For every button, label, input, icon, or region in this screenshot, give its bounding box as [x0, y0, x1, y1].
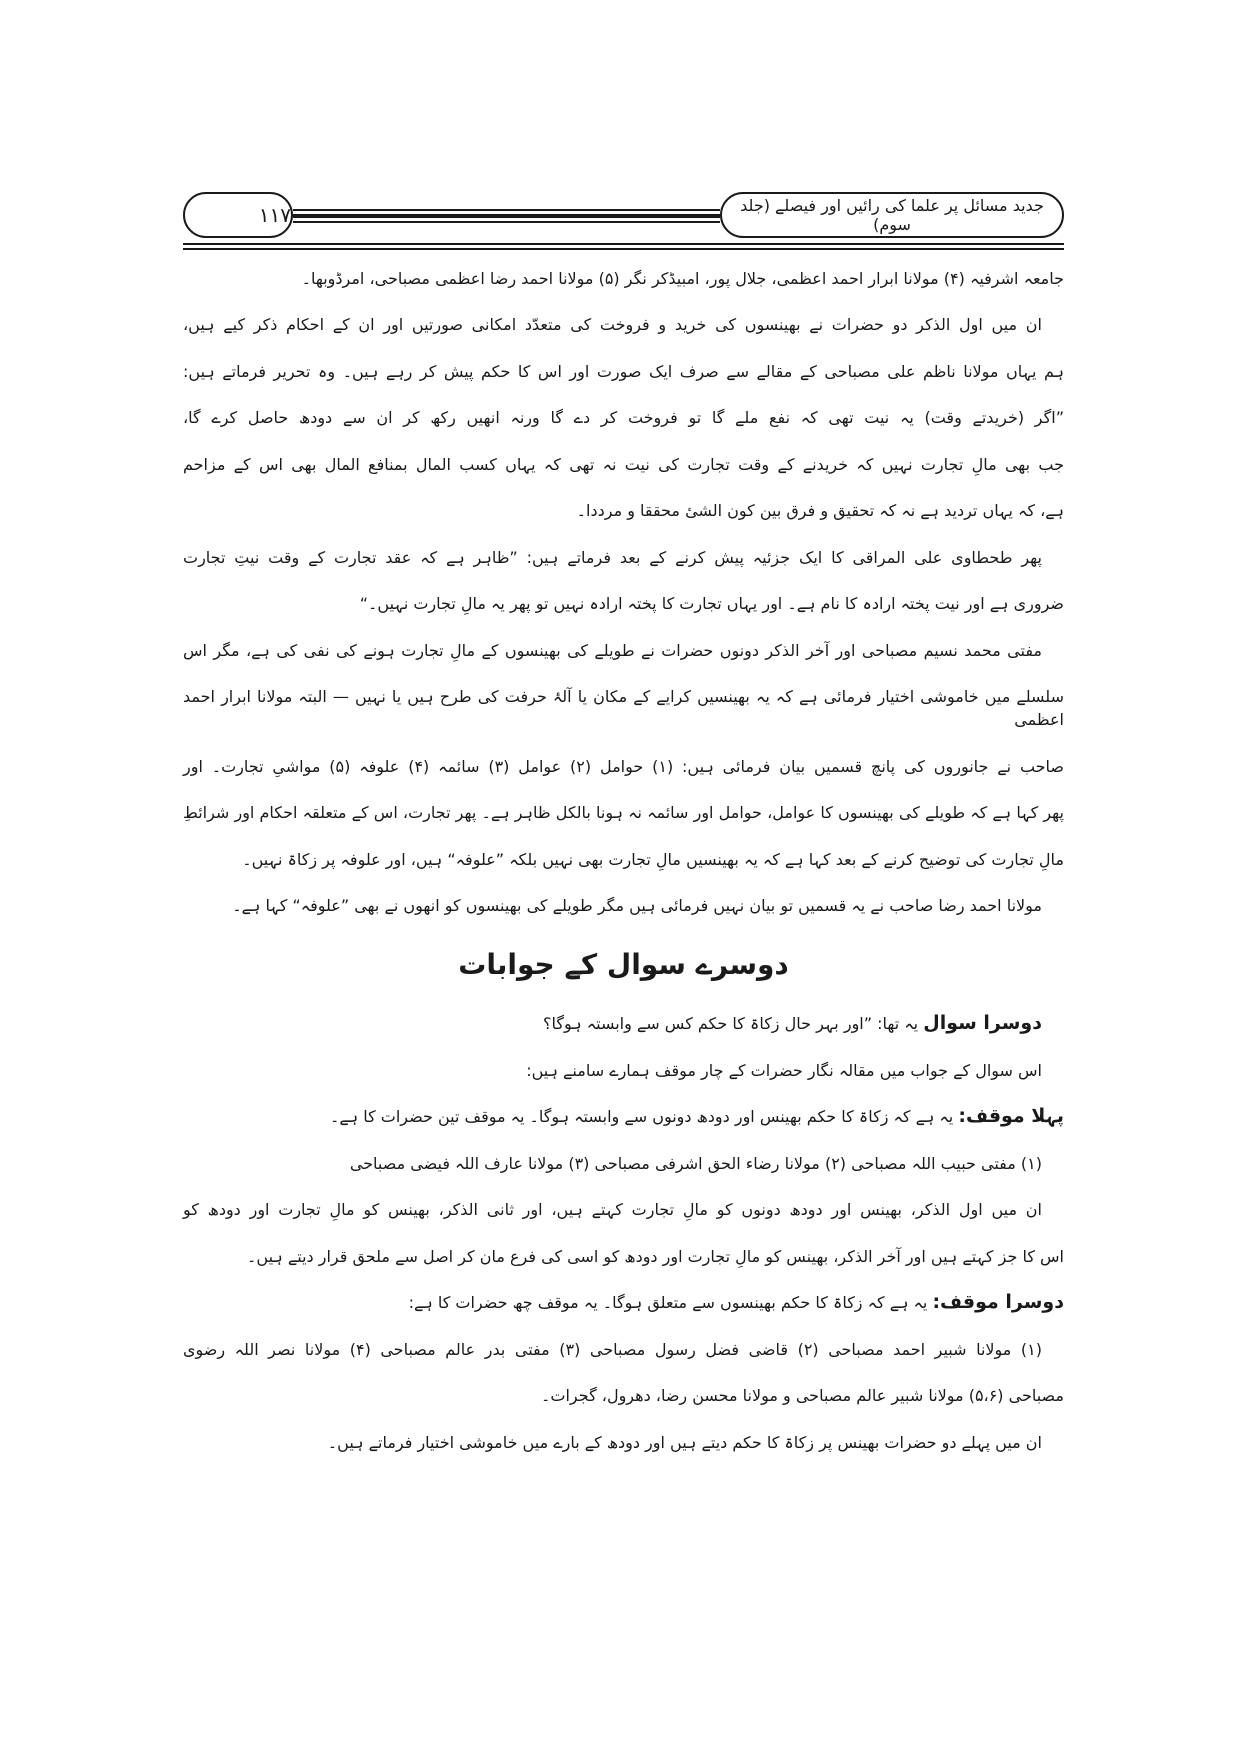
header-line — [293, 209, 720, 211]
text-line: پھر کہا ہے کہ طویلے کی بھینسوں کا عوامل، حوامل اور سائمہ نہ ہونا بالکل ظاہر ہے۔ پھر تجارت، اس کے متعلقہ احکام اور شرائطِ — [183, 803, 1064, 823]
line-text: مصباحی (۵،۶) مولانا شبیر عالم مصباحی و مولانا محسن رضا، دھرول، گجرات۔ — [541, 1386, 1064, 1406]
header-line — [293, 214, 720, 218]
text-line: جامعہ اشرفیہ (۴) مولانا ابرار احمد اعظمی، جلال پور، امبیڈکر نگر (۵) مولانا احمد رضا اعظمی مصباحی، امرڈوبھا۔ — [301, 268, 1064, 288]
line-text: یہ ہے کہ زکاۃ کا حکم بھینس اور دودھ دونوں سے وابستہ ہوگا۔ یہ موقف تین حضرات کا ہے۔ — [329, 1107, 959, 1127]
text-line: صاحب نے جانوروں کی پانچ قسمیں بیان فرمائی ہیں: (۱) حوامل (۲) عوامل (۳) سائمہ (۴) علوفہ (۵) مواشیِ تجارت۔ اور — [183, 756, 1065, 776]
text-line — [183, 1233, 1064, 1280]
line-text: اس سوال کے جواب میں مقالہ نگار حضرات کے چار موقف ہمارے سامنے ہیں: — [526, 1060, 1042, 1080]
line-text: اس کا جز کہتے ہیں اور آخر الذکر، بھینس کو مالِ تجارت اور دودھ کو اسی کی فرع مان کر اصل سے ملحق قرار دیتے ہیں۔ — [247, 1246, 1064, 1266]
body-text — [183, 255, 1064, 1466]
text-line: مفتی محمد نسیم مصباحی اور آخر الذکر دونوں حضرات نے طویلے کی بھینسوں کے مالِ تجارت ہونے کی نفی کی ہے، مگر اس — [183, 640, 1042, 660]
quote-line: جب بھی مالِ تجارت نہیں کہ خریدنے کے وقت تجارت کی نیت نہ تھی کہ یہاں کسب المال بمنافع المال بھی اس کے مزاحم — [183, 454, 1065, 474]
line-text: (۱) مفتی حبیب اللہ مصباحی (۲) مولانا رضاء الحق اشرفی مصباحی (۳) مولانا عارف اللہ فیضی مصباحی — [349, 1153, 1042, 1173]
text-line: مولانا احمد رضا صاحب نے یہ قسمیں تو بیان نہیں فرمائی ہیں مگر طویلے کی بھینسوں کو انھوں نے بھی ”علوفہ“ کہا ہے۔ — [232, 896, 1042, 916]
text-line — [183, 1001, 1064, 1048]
text-line: ہم یہاں مولانا ناظم علی مصباحی کے مقالے سے صرف ایک صورت اور اس کا حکم پیش کر رہے ہیں۔ وہ تحریر فرماتے ہیں: — [183, 361, 1064, 381]
text-line — [183, 1280, 1064, 1327]
text-line — [183, 1140, 1064, 1187]
page-number: ۱۱۷ — [258, 203, 291, 227]
text-line: مالِ تجارت کی توضیح کرنے کے بعد کہا ہے کہ یہ بھینسیں مالِ تجارت بھی نہیں بلکہ ”علوفہ“ ہیں، اور علوفہ پر زکاۃ نہیں۔ — [242, 849, 1064, 869]
header-rule — [183, 248, 1064, 250]
text-line — [183, 1419, 1064, 1466]
header-line — [293, 221, 720, 223]
line-text: یہ ہے کہ زکاۃ کا حکم بھینسوں سے متعلق ہوگا۔ یہ موقف چھ حضرات کا ہے: — [408, 1293, 933, 1313]
position-label: پہلا موقف: — [958, 1105, 1064, 1128]
question-label: دوسرا سوال — [923, 1012, 1042, 1035]
header-rule — [183, 243, 1064, 245]
text-line — [183, 1373, 1064, 1420]
position-label: دوسرا موقف: — [932, 1291, 1064, 1314]
text-line: ان میں اول الذکر دو حضرات نے بھینسوں کی خرید و فروخت کی متعدّد امکانی صورتیں اور ان کے احکام ذکر کیے ہیں، — [183, 315, 1042, 335]
line-text: یہ تھا: ”اور بہر حال زکاۃ کا حکم کس سے وابستہ ہوگا؟ — [543, 1014, 924, 1034]
section-heading: دوسرے سوال کے جوابات — [458, 948, 789, 981]
line-text: ان میں پہلے دو حضرات بھینس پر زکاۃ کا حکم دیتے ہیں اور دودھ کے بارے میں خاموشی اختیار فرماتے ہیں۔ — [327, 1432, 1042, 1452]
text-line: ان میں اول الذکر، بھینس اور دودھ دونوں کو مالِ تجارت کہتے ہیں، اور ثانی الذکر، بھینس کو مالِ تجارت اور دودھ کو — [183, 1200, 1042, 1220]
text-line: سلسلے میں خاموشی اختیار فرمائی ہے کہ یہ بھینسیں کرایے کے مکان یا آلۂ حرفت کی طرح ہیں یا نہیں — البتہ مولانا ابرار احمد اعظمی — [183, 687, 1064, 730]
quote-line: ہے، کہ یہاں تردید ہے نہ کہ تحقیق و فرق بین کون الشیٔ محققا و مرددا۔ — [576, 501, 1064, 521]
text-line: (۱) مولانا شبیر احمد مصباحی (۲) قاضی فضل رسول مصباحی (۳) مفتی بدر عالم مصباحی (۴) مولانا نصر اللہ رضوی — [183, 1339, 1043, 1359]
text-line — [183, 1094, 1064, 1141]
book-title: جدید مسائل پر علما کی رائیں اور فیصلے (جلد سوم) — [740, 196, 1044, 234]
running-header-title — [720, 192, 1064, 238]
text-line — [183, 1047, 1064, 1094]
quote-line: ”اگر (خریدتے وقت) یہ نیت تھی کہ نفع ملے گا تو فروخت کر دے گا ورنہ انھیں رکھ کر ان سے دودھ حاصل کرے گا، — [183, 408, 1064, 428]
text-line: ضروری ہے اور نیت پختہ ارادہ کا نام ہے۔ اور یہاں تجارت کا پختہ ارادہ نہیں تو پھر یہ مالِ تجارت نہیں۔“ — [359, 594, 1064, 614]
text-line: پھر طحطاوی علی المراقی کا ایک جزئیہ پیش کرنے کے بعد فرماتے ہیں: ”ظاہر ہے کہ عقد تجارت کے وقت نیتِ تجارت — [183, 547, 1042, 567]
page-number-box — [183, 192, 293, 238]
